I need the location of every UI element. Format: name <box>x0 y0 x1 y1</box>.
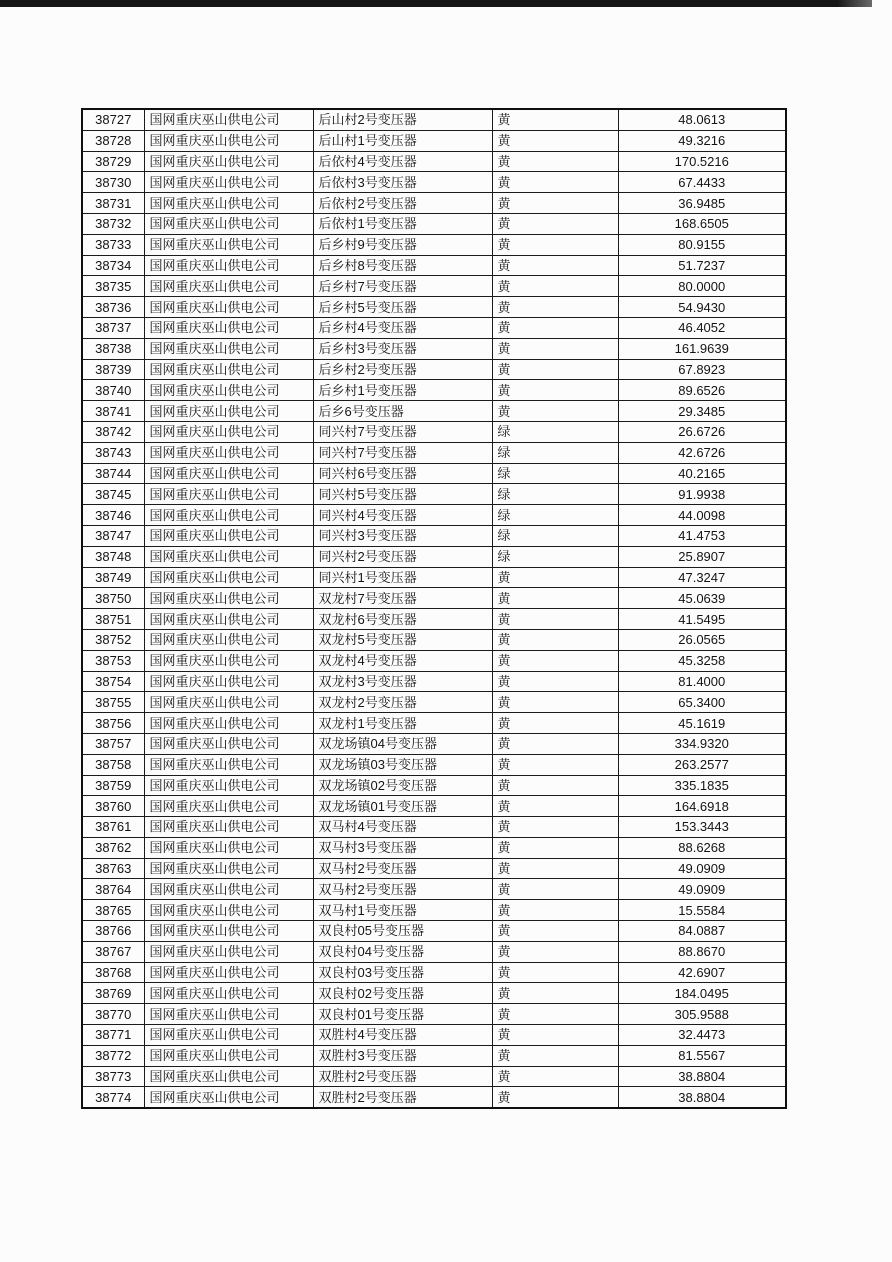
cell-company: 国网重庆巫山供电公司 <box>144 1004 313 1025</box>
cell-status-color: 黄 <box>492 671 618 692</box>
cell-record-id: 38736 <box>82 297 144 318</box>
cell-value: 88.6268 <box>618 837 786 858</box>
table-row <box>82 1004 786 1025</box>
cell-transformer-name: 双龙村5号变压器 <box>313 629 492 650</box>
cell-record-id: 38757 <box>82 733 144 754</box>
cell-value: 40.2165 <box>618 463 786 484</box>
cell-transformer-name: 后乡村3号变压器 <box>313 338 492 359</box>
cell-value: 80.0000 <box>618 276 786 297</box>
cell-company: 国网重庆巫山供电公司 <box>144 754 313 775</box>
cell-status-color: 黄 <box>492 983 618 1004</box>
cell-record-id: 38737 <box>82 317 144 338</box>
cell-status-color: 黄 <box>492 900 618 921</box>
cell-company: 国网重庆巫山供电公司 <box>144 213 313 234</box>
cell-company: 国网重庆巫山供电公司 <box>144 463 313 484</box>
cell-record-id: 38742 <box>82 421 144 442</box>
cell-company: 国网重庆巫山供电公司 <box>144 609 313 630</box>
cell-record-id: 38755 <box>82 692 144 713</box>
cell-transformer-name: 双胜村2号变压器 <box>313 1066 492 1087</box>
cell-value: 42.6726 <box>618 442 786 463</box>
cell-company: 国网重庆巫山供电公司 <box>144 588 313 609</box>
cell-value: 29.3485 <box>618 401 786 422</box>
cell-status-color: 黄 <box>492 796 618 817</box>
cell-company: 国网重庆巫山供电公司 <box>144 733 313 754</box>
cell-record-id: 38731 <box>82 193 144 214</box>
cell-status-color: 黄 <box>492 109 618 130</box>
cell-transformer-name: 同兴村2号变压器 <box>313 546 492 567</box>
cell-record-id: 38770 <box>82 1004 144 1025</box>
cell-company: 国网重庆巫山供电公司 <box>144 234 313 255</box>
cell-value: 36.9485 <box>618 193 786 214</box>
cell-value: 335.1835 <box>618 775 786 796</box>
cell-status-color: 绿 <box>492 525 618 546</box>
cell-status-color: 绿 <box>492 484 618 505</box>
cell-record-id: 38750 <box>82 588 144 609</box>
cell-company: 国网重庆巫山供电公司 <box>144 775 313 796</box>
cell-value: 49.0909 <box>618 879 786 900</box>
cell-value: 49.0909 <box>618 858 786 879</box>
table-row <box>82 962 786 983</box>
cell-record-id: 38744 <box>82 463 144 484</box>
cell-value: 161.9639 <box>618 338 786 359</box>
cell-value: 51.7237 <box>618 255 786 276</box>
cell-company: 国网重庆巫山供电公司 <box>144 442 313 463</box>
cell-status-color: 黄 <box>492 276 618 297</box>
cell-value: 80.9155 <box>618 234 786 255</box>
cell-status-color: 黄 <box>492 297 618 318</box>
cell-transformer-name: 同兴村7号变压器 <box>313 421 492 442</box>
cell-value: 49.3216 <box>618 130 786 151</box>
cell-value: 305.9588 <box>618 1004 786 1025</box>
cell-transformer-name: 后乡村9号变压器 <box>313 234 492 255</box>
table-row <box>82 401 786 422</box>
cell-record-id: 38761 <box>82 817 144 838</box>
cell-transformer-name: 双胜村3号变压器 <box>313 1045 492 1066</box>
cell-status-color: 黄 <box>492 692 618 713</box>
table-row <box>82 109 786 130</box>
table-row <box>82 359 786 380</box>
table-row <box>82 193 786 214</box>
cell-transformer-name: 双龙村7号变压器 <box>313 588 492 609</box>
cell-transformer-name: 双龙村1号变压器 <box>313 713 492 734</box>
cell-value: 32.4473 <box>618 1025 786 1046</box>
cell-transformer-name: 双良村04号变压器 <box>313 941 492 962</box>
table-row <box>82 546 786 567</box>
table-row <box>82 1066 786 1087</box>
cell-transformer-name: 后依村4号变压器 <box>313 151 492 172</box>
table-row <box>82 796 786 817</box>
cell-value: 168.6505 <box>618 213 786 234</box>
cell-value: 67.8923 <box>618 359 786 380</box>
cell-record-id: 38733 <box>82 234 144 255</box>
cell-status-color: 黄 <box>492 837 618 858</box>
cell-value: 41.4753 <box>618 525 786 546</box>
cell-status-color: 黄 <box>492 234 618 255</box>
cell-company: 国网重庆巫山供电公司 <box>144 817 313 838</box>
cell-value: 38.8804 <box>618 1087 786 1108</box>
cell-status-color: 黄 <box>492 359 618 380</box>
top-border-bar <box>0 0 872 7</box>
cell-status-color: 黄 <box>492 588 618 609</box>
cell-value: 26.6726 <box>618 421 786 442</box>
cell-transformer-name: 后乡村7号变压器 <box>313 276 492 297</box>
cell-company: 国网重庆巫山供电公司 <box>144 297 313 318</box>
cell-company: 国网重庆巫山供电公司 <box>144 1025 313 1046</box>
cell-status-color: 黄 <box>492 858 618 879</box>
cell-record-id: 38738 <box>82 338 144 359</box>
table-row <box>82 629 786 650</box>
cell-record-id: 38774 <box>82 1087 144 1108</box>
cell-record-id: 38735 <box>82 276 144 297</box>
cell-status-color: 黄 <box>492 650 618 671</box>
cell-transformer-name: 后乡村5号变压器 <box>313 297 492 318</box>
table-row <box>82 317 786 338</box>
cell-transformer-name: 后依村3号变压器 <box>313 172 492 193</box>
cell-status-color: 黄 <box>492 151 618 172</box>
table-row <box>82 1087 786 1108</box>
table-row <box>82 234 786 255</box>
cell-transformer-name: 后乡村4号变压器 <box>313 317 492 338</box>
table-row <box>82 921 786 942</box>
cell-record-id: 38758 <box>82 754 144 775</box>
table-row <box>82 650 786 671</box>
cell-company: 国网重庆巫山供电公司 <box>144 1045 313 1066</box>
table-row <box>82 713 786 734</box>
cell-value: 153.3443 <box>618 817 786 838</box>
cell-transformer-name: 双马村2号变压器 <box>313 879 492 900</box>
cell-value: 334.9320 <box>618 733 786 754</box>
cell-company: 国网重庆巫山供电公司 <box>144 837 313 858</box>
cell-company: 国网重庆巫山供电公司 <box>144 193 313 214</box>
cell-status-color: 黄 <box>492 733 618 754</box>
table-row <box>82 421 786 442</box>
cell-record-id: 38763 <box>82 858 144 879</box>
cell-record-id: 38752 <box>82 629 144 650</box>
cell-value: 42.6907 <box>618 962 786 983</box>
cell-status-color: 黄 <box>492 754 618 775</box>
cell-status-color: 黄 <box>492 775 618 796</box>
cell-record-id: 38748 <box>82 546 144 567</box>
cell-status-color: 绿 <box>492 546 618 567</box>
cell-value: 46.4052 <box>618 317 786 338</box>
cell-status-color: 黄 <box>492 193 618 214</box>
cell-company: 国网重庆巫山供电公司 <box>144 567 313 588</box>
cell-status-color: 黄 <box>492 338 618 359</box>
cell-value: 45.0639 <box>618 588 786 609</box>
cell-value: 81.5567 <box>618 1045 786 1066</box>
table-row <box>82 567 786 588</box>
table-row <box>82 837 786 858</box>
cell-value: 164.6918 <box>618 796 786 817</box>
cell-transformer-name: 同兴村7号变压器 <box>313 442 492 463</box>
table-row <box>82 692 786 713</box>
cell-value: 89.6526 <box>618 380 786 401</box>
cell-status-color: 黄 <box>492 317 618 338</box>
cell-transformer-name: 双胜村2号变压器 <box>313 1087 492 1108</box>
cell-value: 88.8670 <box>618 941 786 962</box>
cell-transformer-name: 同兴村4号变压器 <box>313 505 492 526</box>
cell-status-color: 黄 <box>492 567 618 588</box>
cell-status-color: 黄 <box>492 1004 618 1025</box>
table-row <box>82 505 786 526</box>
cell-company: 国网重庆巫山供电公司 <box>144 1066 313 1087</box>
cell-transformer-name: 后山村1号变压器 <box>313 130 492 151</box>
cell-transformer-name: 双龙场镇01号变压器 <box>313 796 492 817</box>
cell-status-color: 黄 <box>492 1025 618 1046</box>
cell-record-id: 38756 <box>82 713 144 734</box>
table-row <box>82 463 786 484</box>
cell-company: 国网重庆巫山供电公司 <box>144 172 313 193</box>
cell-record-id: 38743 <box>82 442 144 463</box>
cell-company: 国网重庆巫山供电公司 <box>144 151 313 172</box>
cell-company: 国网重庆巫山供电公司 <box>144 858 313 879</box>
table-row <box>82 380 786 401</box>
cell-company: 国网重庆巫山供电公司 <box>144 983 313 1004</box>
cell-transformer-name: 同兴村1号变压器 <box>313 567 492 588</box>
cell-transformer-name: 同兴村5号变压器 <box>313 484 492 505</box>
cell-company: 国网重庆巫山供电公司 <box>144 525 313 546</box>
cell-transformer-name: 后依村2号变压器 <box>313 193 492 214</box>
cell-company: 国网重庆巫山供电公司 <box>144 629 313 650</box>
cell-transformer-name: 双马村1号变压器 <box>313 900 492 921</box>
table-row <box>82 775 786 796</box>
table-row <box>82 879 786 900</box>
cell-company: 国网重庆巫山供电公司 <box>144 962 313 983</box>
cell-status-color: 黄 <box>492 1045 618 1066</box>
table-row <box>82 276 786 297</box>
cell-status-color: 黄 <box>492 629 618 650</box>
cell-company: 国网重庆巫山供电公司 <box>144 484 313 505</box>
cell-record-id: 38729 <box>82 151 144 172</box>
cell-status-color: 黄 <box>492 817 618 838</box>
cell-transformer-name: 双良村02号变压器 <box>313 983 492 1004</box>
table-row <box>82 983 786 1004</box>
cell-company: 国网重庆巫山供电公司 <box>144 692 313 713</box>
cell-company: 国网重庆巫山供电公司 <box>144 879 313 900</box>
cell-record-id: 38771 <box>82 1025 144 1046</box>
cell-transformer-name: 双龙场镇02号变压器 <box>313 775 492 796</box>
table-row <box>82 733 786 754</box>
cell-record-id: 38746 <box>82 505 144 526</box>
cell-transformer-name: 后乡6号变压器 <box>313 401 492 422</box>
cell-company: 国网重庆巫山供电公司 <box>144 671 313 692</box>
cell-company: 国网重庆巫山供电公司 <box>144 317 313 338</box>
cell-value: 25.8907 <box>618 546 786 567</box>
cell-company: 国网重庆巫山供电公司 <box>144 401 313 422</box>
table-row <box>82 525 786 546</box>
cell-value: 47.3247 <box>618 567 786 588</box>
cell-transformer-name: 后乡村8号变压器 <box>313 255 492 276</box>
cell-value: 54.9430 <box>618 297 786 318</box>
cell-transformer-name: 双龙村3号变压器 <box>313 671 492 692</box>
cell-status-color: 黄 <box>492 255 618 276</box>
table-row <box>82 671 786 692</box>
table-row <box>82 130 786 151</box>
table-row <box>82 442 786 463</box>
table-body <box>82 109 786 1108</box>
cell-company: 国网重庆巫山供电公司 <box>144 796 313 817</box>
cell-value: 184.0495 <box>618 983 786 1004</box>
cell-record-id: 38749 <box>82 567 144 588</box>
cell-transformer-name: 后乡村1号变压器 <box>313 380 492 401</box>
cell-status-color: 黄 <box>492 213 618 234</box>
table-row <box>82 941 786 962</box>
cell-company: 国网重庆巫山供电公司 <box>144 276 313 297</box>
table-row <box>82 588 786 609</box>
cell-record-id: 38765 <box>82 900 144 921</box>
cell-transformer-name: 双马村3号变压器 <box>313 837 492 858</box>
cell-value: 84.0887 <box>618 921 786 942</box>
cell-record-id: 38732 <box>82 213 144 234</box>
table-row <box>82 213 786 234</box>
cell-record-id: 38764 <box>82 879 144 900</box>
table-row <box>82 609 786 630</box>
table-row <box>82 151 786 172</box>
cell-status-color: 黄 <box>492 962 618 983</box>
cell-status-color: 黄 <box>492 921 618 942</box>
cell-company: 国网重庆巫山供电公司 <box>144 546 313 567</box>
cell-record-id: 38753 <box>82 650 144 671</box>
cell-record-id: 38747 <box>82 525 144 546</box>
cell-record-id: 38768 <box>82 962 144 983</box>
cell-transformer-name: 同兴村6号变压器 <box>313 463 492 484</box>
cell-status-color: 黄 <box>492 380 618 401</box>
cell-record-id: 38727 <box>82 109 144 130</box>
cell-value: 41.5495 <box>618 609 786 630</box>
cell-value: 44.0098 <box>618 505 786 526</box>
cell-status-color: 绿 <box>492 421 618 442</box>
table-row <box>82 754 786 775</box>
cell-value: 65.3400 <box>618 692 786 713</box>
table-row <box>82 1025 786 1046</box>
cell-record-id: 38767 <box>82 941 144 962</box>
cell-transformer-name: 后乡村2号变压器 <box>313 359 492 380</box>
cell-company: 国网重庆巫山供电公司 <box>144 130 313 151</box>
cell-transformer-name: 双马村4号变压器 <box>313 817 492 838</box>
table-row <box>82 858 786 879</box>
cell-company: 国网重庆巫山供电公司 <box>144 713 313 734</box>
cell-record-id: 38740 <box>82 380 144 401</box>
cell-company: 国网重庆巫山供电公司 <box>144 505 313 526</box>
cell-value: 15.5584 <box>618 900 786 921</box>
cell-record-id: 38734 <box>82 255 144 276</box>
cell-record-id: 38760 <box>82 796 144 817</box>
cell-status-color: 绿 <box>492 442 618 463</box>
cell-transformer-name: 后依村1号变压器 <box>313 213 492 234</box>
cell-value: 45.3258 <box>618 650 786 671</box>
table-row <box>82 900 786 921</box>
cell-record-id: 38754 <box>82 671 144 692</box>
cell-value: 48.0613 <box>618 109 786 130</box>
cell-value: 38.8804 <box>618 1066 786 1087</box>
cell-status-color: 黄 <box>492 172 618 193</box>
cell-transformer-name: 同兴村3号变压器 <box>313 525 492 546</box>
cell-transformer-name: 双胜村4号变压器 <box>313 1025 492 1046</box>
cell-company: 国网重庆巫山供电公司 <box>144 380 313 401</box>
cell-company: 国网重庆巫山供电公司 <box>144 338 313 359</box>
cell-company: 国网重庆巫山供电公司 <box>144 900 313 921</box>
cell-status-color: 黄 <box>492 609 618 630</box>
cell-record-id: 38751 <box>82 609 144 630</box>
cell-record-id: 38728 <box>82 130 144 151</box>
cell-company: 国网重庆巫山供电公司 <box>144 421 313 442</box>
cell-transformer-name: 双良村03号变压器 <box>313 962 492 983</box>
cell-transformer-name: 双良村05号变压器 <box>313 921 492 942</box>
cell-status-color: 绿 <box>492 505 618 526</box>
table-row <box>82 338 786 359</box>
transformer-table <box>81 108 787 1109</box>
cell-record-id: 38773 <box>82 1066 144 1087</box>
table-row <box>82 172 786 193</box>
cell-value: 91.9938 <box>618 484 786 505</box>
cell-status-color: 黄 <box>492 941 618 962</box>
cell-company: 国网重庆巫山供电公司 <box>144 255 313 276</box>
cell-value: 263.2577 <box>618 754 786 775</box>
cell-value: 67.4433 <box>618 172 786 193</box>
cell-status-color: 黄 <box>492 1087 618 1108</box>
table-row <box>82 1045 786 1066</box>
cell-value: 45.1619 <box>618 713 786 734</box>
cell-status-color: 黄 <box>492 401 618 422</box>
cell-transformer-name: 双龙村4号变压器 <box>313 650 492 671</box>
cell-transformer-name: 双龙村2号变压器 <box>313 692 492 713</box>
cell-record-id: 38759 <box>82 775 144 796</box>
cell-status-color: 黄 <box>492 879 618 900</box>
cell-company: 国网重庆巫山供电公司 <box>144 650 313 671</box>
cell-company: 国网重庆巫山供电公司 <box>144 1087 313 1108</box>
cell-status-color: 黄 <box>492 713 618 734</box>
cell-record-id: 38739 <box>82 359 144 380</box>
cell-company: 国网重庆巫山供电公司 <box>144 921 313 942</box>
cell-transformer-name: 双马村2号变压器 <box>313 858 492 879</box>
cell-status-color: 黄 <box>492 1066 618 1087</box>
cell-transformer-name: 后山村2号变压器 <box>313 109 492 130</box>
cell-company: 国网重庆巫山供电公司 <box>144 359 313 380</box>
cell-record-id: 38769 <box>82 983 144 1004</box>
cell-value: 170.5216 <box>618 151 786 172</box>
cell-transformer-name: 双龙场镇04号变压器 <box>313 733 492 754</box>
cell-status-color: 黄 <box>492 130 618 151</box>
cell-record-id: 38730 <box>82 172 144 193</box>
cell-record-id: 38766 <box>82 921 144 942</box>
table-row <box>82 484 786 505</box>
cell-transformer-name: 双龙场镇03号变压器 <box>313 754 492 775</box>
cell-value: 81.4000 <box>618 671 786 692</box>
cell-record-id: 38745 <box>82 484 144 505</box>
table-row <box>82 297 786 318</box>
cell-company: 国网重庆巫山供电公司 <box>144 109 313 130</box>
table-row <box>82 255 786 276</box>
cell-status-color: 绿 <box>492 463 618 484</box>
cell-transformer-name: 双良村01号变压器 <box>313 1004 492 1025</box>
cell-record-id: 38772 <box>82 1045 144 1066</box>
cell-record-id: 38762 <box>82 837 144 858</box>
cell-value: 26.0565 <box>618 629 786 650</box>
cell-company: 国网重庆巫山供电公司 <box>144 941 313 962</box>
table-row <box>82 817 786 838</box>
cell-record-id: 38741 <box>82 401 144 422</box>
cell-transformer-name: 双龙村6号变压器 <box>313 609 492 630</box>
